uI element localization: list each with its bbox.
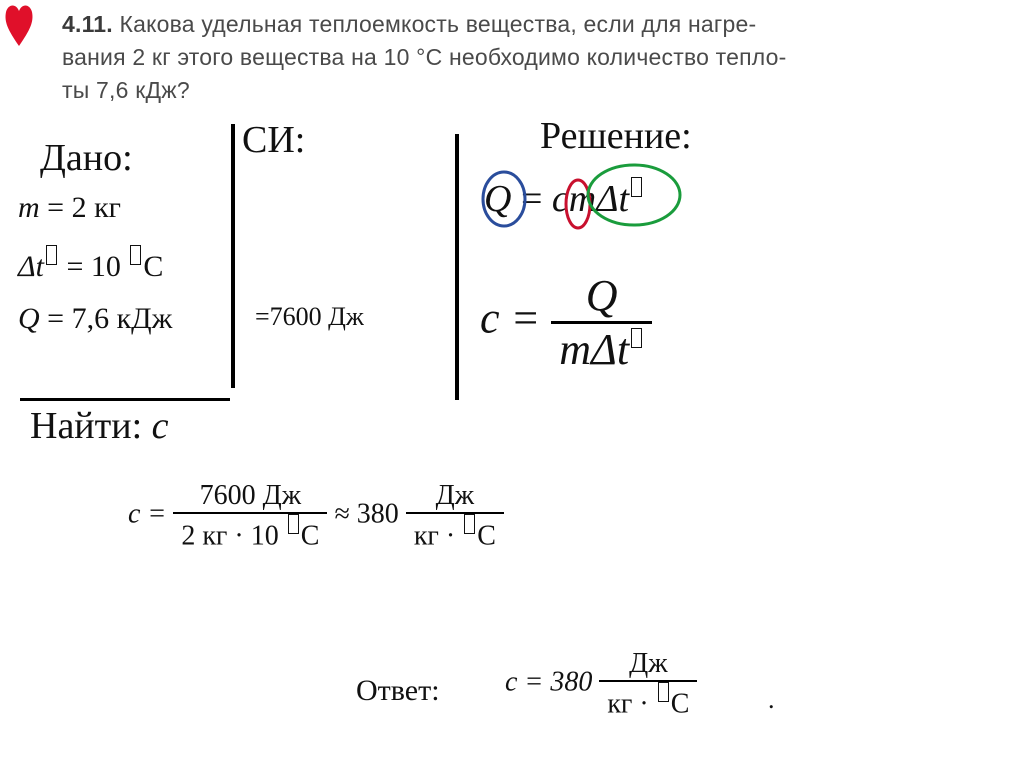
solution-heading: Решение: — [540, 115, 692, 157]
divider-si-solution — [455, 134, 459, 400]
missing-glyph-box — [658, 682, 669, 702]
formula-c-fraction: $\frac{Q}{\text{mΔt}}$ — [551, 270, 652, 375]
problem-line-1: 4.11. Какова удельная теплоемкость вещества, если для нагре- — [62, 11, 757, 37]
missing-glyph-box — [288, 514, 299, 534]
given-mass: m = 2 кг — [18, 191, 121, 224]
formula-c: c = $\frac{Q}{\text{mΔt}}$ — [480, 270, 652, 375]
si-heading: СИ: — [242, 119, 306, 161]
calculation: c = $\frac{7600 Дж}{2 кг \cdot 10 C}$ ≈ 380 $\frac{Дж}{кг \cdot C}$ — [128, 480, 504, 552]
problem-statement — [62, 8, 1012, 107]
given-temperature: Δt = 10 C — [18, 245, 163, 285]
missing-glyph-box — [130, 245, 141, 265]
problem-line-3: ты 7,6 кДж? — [62, 77, 190, 103]
problem-line-2: вания 2 кг этого вещества на 10 °С необходимо количество тепло- — [62, 44, 787, 70]
calculation-unit-fraction: $\frac{Дж}{кг \cdot C}$ — [406, 480, 504, 552]
si-converted-value: =7600 Дж — [255, 302, 364, 331]
answer-label: Ответ: — [356, 674, 440, 707]
divider-given-si — [231, 124, 235, 388]
find-heading: Найти: c — [30, 405, 169, 447]
missing-glyph-box — [46, 245, 57, 265]
divider-given-find — [20, 398, 230, 401]
calculation-fraction: $\frac{7600 Дж}{2 кг \cdot 10 C}$ — [173, 480, 327, 552]
answer-period: . — [768, 685, 775, 714]
circle-highlight-mdt — [584, 162, 684, 228]
circle-highlight-q — [480, 168, 528, 230]
given-heat: Q = 7,6 кДж — [18, 302, 173, 335]
heart-icon — [4, 0, 34, 50]
answer-formula: c = 380 $\frac{Дж}{кг \cdot C}$ — [505, 648, 697, 720]
missing-glyph-box — [464, 514, 475, 534]
missing-glyph-box — [631, 328, 642, 348]
problem-number: 4.11. — [62, 11, 113, 37]
given-heading: Дано: — [40, 137, 133, 179]
answer-unit-fraction: $\frac{Дж}{кг \cdot C}$ — [599, 648, 697, 720]
formula-heat: Q = cmΔt — [484, 174, 644, 224]
